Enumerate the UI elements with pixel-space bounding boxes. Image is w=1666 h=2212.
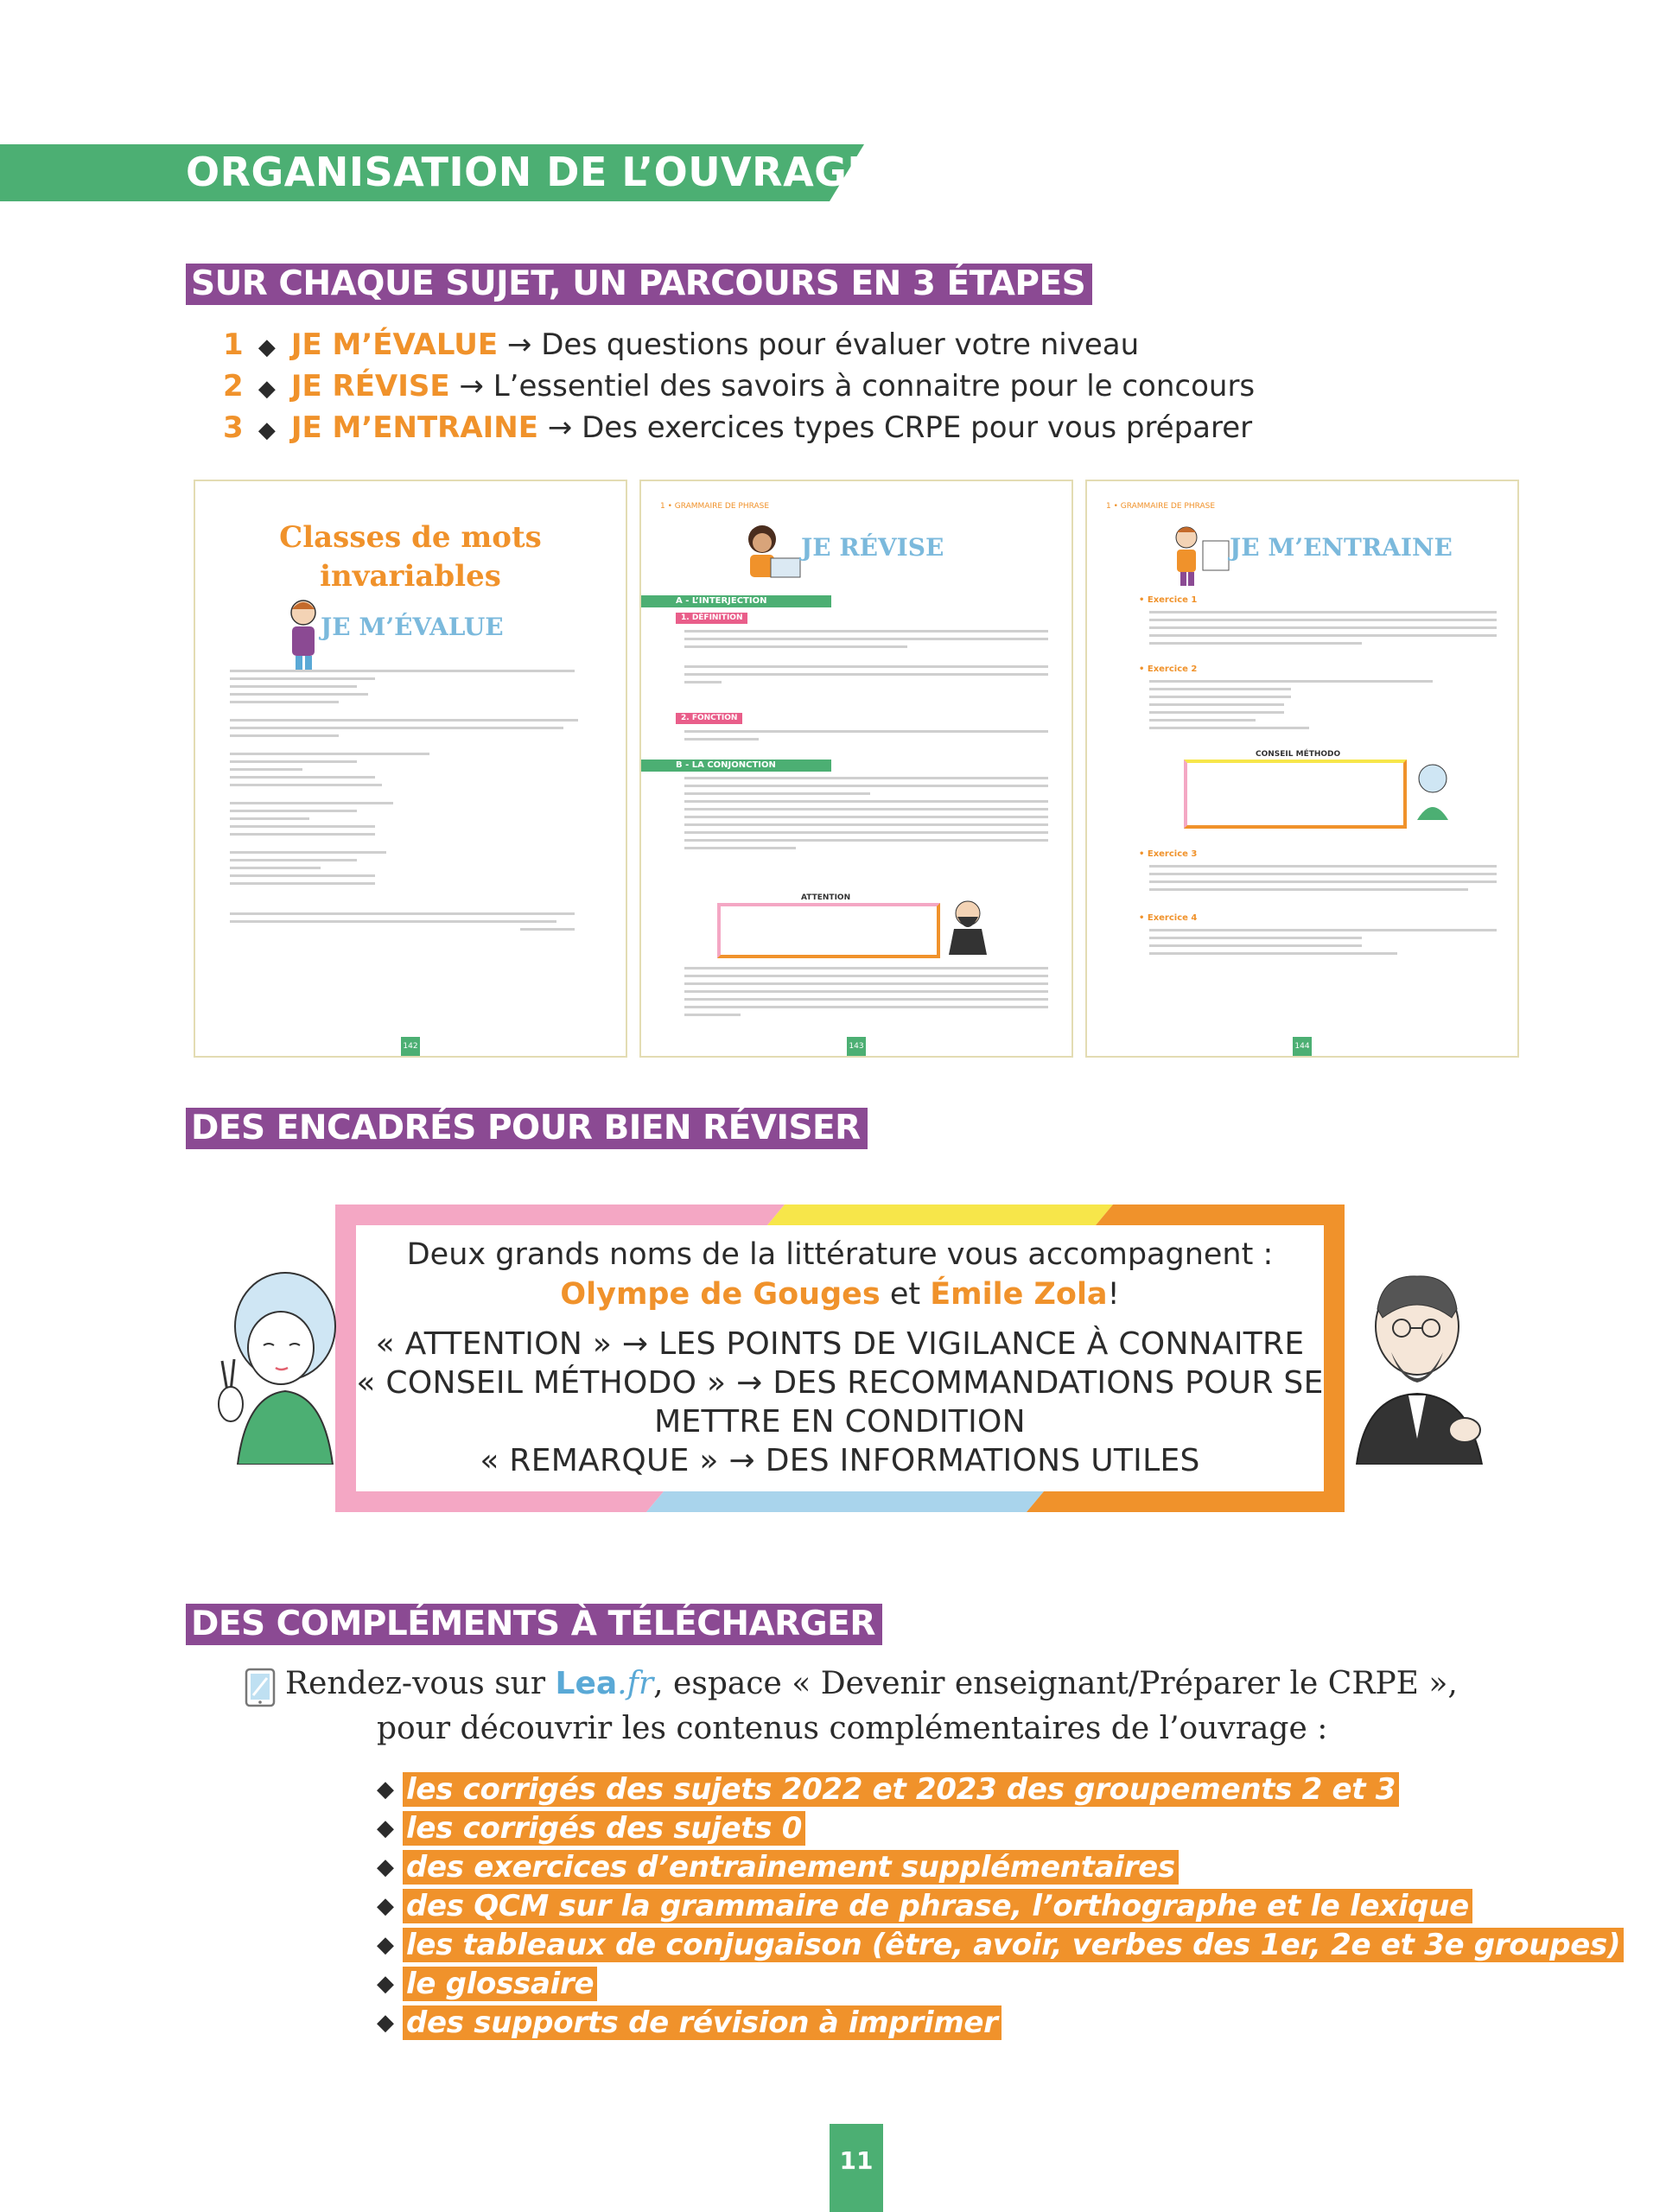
thumb-text-lines [684,630,1056,689]
step-label: JE M’ENTRAINE [290,410,538,445]
thumb-section-bar: B - LA CONJONCTION [641,760,831,772]
encadre-names [356,1277,1324,1312]
step-label: JE M’ÉVALUE [290,327,499,362]
download-line-2: pour découvrir les contenus complémentaires de l’ouvrage : [377,1711,1328,1746]
diamond-icon: ◆ [258,376,276,402]
list-item-text: des supports de révision à imprimer [403,2005,1002,2040]
thumbnail-je-m-evalue [194,480,627,1058]
list-item-text: le glossaire [403,1967,597,2001]
thumbnail-je-m-entraine [1085,480,1519,1058]
list-item-text: les tableaux de conjugaison (être, avoir, verbes des 1er, 2e et 3e groupes) [403,1928,1624,1962]
step-item [223,367,1255,409]
section-title-complements: DES COMPLÉMENTS À TÉLÉCHARGER [186,1604,882,1645]
thumb-text-lines [1149,611,1504,650]
thumb-tag: 1. DÉFINITION [676,613,747,624]
emile-zola-illustration [1348,1266,1491,1465]
list-item [377,1847,1624,1886]
diamond-icon: ◆ [258,417,276,443]
step-number: 2 [223,369,244,404]
thumb-page-number: 142 [401,1037,420,1056]
thumb-text-lines [684,967,1056,1021]
name-olympe: Olympe de Gouges [560,1277,881,1312]
list-item-text: des exercices d’entrainement supplémentaires [403,1850,1179,1885]
thumb-exercise-label: • Exercice 1 [1139,595,1198,605]
thumb-page-number: 143 [847,1037,866,1056]
step-item [223,409,1255,450]
thumb-subtitle: JE M’ÉVALUE [321,613,504,641]
thumb-text-lines [1149,929,1504,960]
thumb-title: Classes de mots [279,520,542,555]
name-zola: Émile Zola [930,1277,1108,1312]
thumb-conseil-label: CONSEIL MÉTHODO [1256,750,1341,759]
thumb-attention-box [717,903,940,958]
list-item [377,1770,1624,1808]
thumb-section-bar: A - L’INTERJECTION [641,595,831,607]
lea-logo-fr[interactable]: .fr [617,1666,654,1701]
list-item [377,1808,1624,1847]
steps-list [223,326,1255,450]
step-label: JE RÉVISE [290,369,450,404]
step-text: → L’essentiel des savoirs à connaitre pour le concours [459,369,1256,404]
thumb-text-lines [684,777,1056,855]
lea-logo[interactable]: Lea [555,1666,618,1701]
diamond-icon: ◆ [377,1853,394,1880]
thumb-page-number: 144 [1293,1037,1312,1056]
thumb-exercise-label: • Exercice 3 [1139,849,1198,859]
step-text: → Des exercices types CRPE pour vous préparer [547,410,1253,445]
thumb-tag: 2. FONCTION [676,713,742,724]
page-title: ORGANISATION DE L’OUVRAGE [186,149,875,195]
zola-portrait-icon [942,894,994,955]
olympe-portrait-icon [1407,760,1459,820]
thumb-exercise-label: • Exercice 2 [1139,664,1198,674]
diamond-icon: ◆ [377,1970,394,1997]
thumb-text-lines [230,670,593,936]
section-title-encadres: DES ENCADRÉS POUR BIEN RÉVISER [186,1108,868,1149]
list-item-text: des QCM sur la grammaire de phrase, l’orthographe et le lexique [403,1889,1472,1923]
page-number: 11 [830,2124,883,2212]
diamond-icon: ◆ [258,334,276,360]
download-line-1 [285,1666,1458,1701]
step-text: → Des questions pour évaluer votre niveau [506,327,1140,362]
encadre-line-attention: « ATTENTION » → LES POINTS DE VIGILANCE À CONNAITRE [375,1326,1305,1362]
thumb-subtitle: JE RÉVISE [801,533,944,562]
thumb-text-lines [1149,865,1504,896]
download-text: , espace « Devenir enseignant/Préparer le CRPE », [653,1666,1458,1701]
character-icon [736,520,805,585]
complements-list [377,1770,1624,2042]
thumb-attention-label: ATTENTION [801,893,851,902]
olympe-de-gouges-illustration [212,1266,350,1465]
list-item [377,1886,1624,1925]
list-item-text: les corrigés des sujets 2022 et 2023 des groupements 2 et 3 [403,1772,1399,1807]
diamond-icon: ◆ [377,1776,394,1802]
step-number: 1 [223,327,244,362]
step-number: 3 [223,410,244,445]
tablet-icon [245,1668,276,1707]
thumb-subtitle: JE M’ENTRAINE [1230,533,1453,562]
encadre-line-remarque: « REMARQUE » → DES INFORMATIONS UTILES [480,1443,1200,1478]
thumb-exercise-label: • Exercice 4 [1139,913,1198,923]
list-item [377,2003,1624,2042]
list-item [377,1925,1624,1964]
thumb-text-lines [1149,680,1504,734]
thumb-header: 1 • GRAMMAIRE DE PHRASE [1106,502,1216,511]
diamond-icon: ◆ [377,2009,394,2036]
diamond-icon: ◆ [377,1815,394,1841]
download-text: Rendez-vous sur [285,1666,556,1701]
section-title-parcours: SUR CHAQUE SUJET, UN PARCOURS EN 3 ÉTAPES [186,264,1092,305]
diamond-icon: ◆ [377,1892,394,1919]
thumb-text-lines [684,730,1056,746]
thumbnail-je-revise [639,480,1073,1058]
character-icon [1165,520,1234,589]
thumb-title-line2: invariables [320,559,501,594]
names-excl: ! [1107,1277,1120,1312]
encadre-intro: Deux grands noms de la littérature vous accompagnent : [406,1237,1274,1272]
encadre-line-condition: METTRE EN CONDITION [654,1404,1026,1440]
encadre-line-conseil: « CONSEIL MÉTHODO » → DES RECOMMANDATIONS POUR SE [356,1365,1324,1401]
list-item-text: les corrigés des sujets 0 [403,1811,805,1846]
names-and: et [880,1277,931,1312]
list-item [377,1964,1624,2003]
step-item [223,326,1255,367]
diamond-icon: ◆ [377,1931,394,1958]
thumb-header: 1 • GRAMMAIRE DE PHRASE [660,502,770,511]
thumb-conseil-box [1184,760,1407,829]
